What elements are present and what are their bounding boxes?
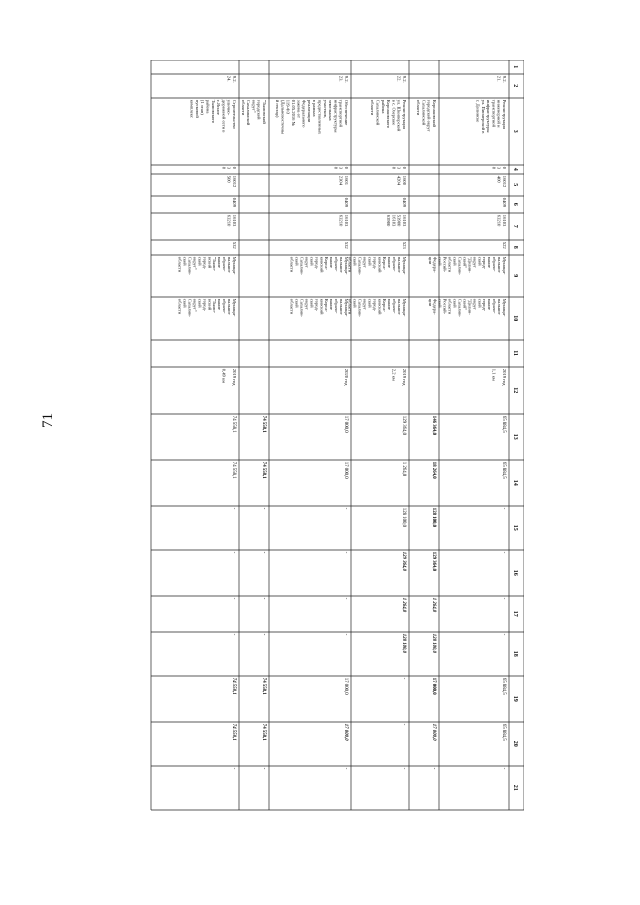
column-header-15: 15 — [512, 524, 518, 531]
cell-r3-col4: 038 — [391, 166, 407, 170]
cell-r1-col15: - — [501, 507, 506, 510]
cell-r1-col8: 522 — [502, 241, 507, 249]
cell-r6-col17: - — [231, 597, 236, 600]
cell-r4-col16: - — [343, 551, 348, 554]
cell-r4-col6: 0409 — [344, 197, 349, 207]
table-canvas — [92, 60, 524, 840]
cell-r6-col20: 74 558,1 — [231, 723, 236, 741]
cell-r4-col10: Муници-пальноеобразо-ваниеКорса-ковскийгород-скойокругСахалин-скойобласти — [289, 298, 349, 317]
cell-r4-col12: 2020 год — [344, 368, 349, 386]
cell-r1-col16: - — [501, 551, 506, 554]
cell-r4-col21: - — [343, 767, 348, 770]
cell-r4-col8: 532 — [344, 241, 349, 249]
cell-r4-col9: Муници-пальноеобразо-ваниеКорса-ковскийгород-скойокругСахалин-скойобласти — [289, 256, 349, 275]
column-header-11: 11 — [512, 350, 518, 356]
page-number: 71 — [40, 413, 56, 428]
cell-r5-col21: - — [261, 767, 266, 770]
cell-r4-col3: Обеспечениетранспортнойинфраструктурыземельныхучастков,предоставленныхв рамкахреализацииФедеральногозакона от01.05.2016 №119-ФЗ(Дальневосточный гектар) — [275, 99, 349, 135]
column-header-6: 6 — [512, 202, 518, 206]
cell-r1-col14: 65 884,5 — [501, 461, 506, 479]
cell-r6-col10: Муници-пальноеобразо-вание"Тымо-вскийгород-скойокруг"Сахалин-скойобласти — [177, 298, 237, 317]
cell-r3-col14: 1 264,0 — [401, 461, 406, 477]
column-header-8: 8 — [512, 245, 518, 249]
cell-r4-col4: 038 — [333, 166, 349, 170]
cell-r5-col16: - — [261, 551, 266, 554]
cell-r3-col10: Муници-пальноеобразо-ваниеКорса-ковскийгород-скойокругСахалин-скойобласти — [347, 298, 407, 317]
column-header-16: 16 — [512, 569, 518, 576]
cell-r1-col6: 0409 — [502, 197, 507, 207]
cell-r2-col21: - — [431, 767, 436, 770]
cell-r2-col16: 129 364,0 — [431, 551, 436, 571]
cell-r1-col13: 65 884,5 — [501, 415, 506, 433]
cell-r6-col2: 9.2.24. — [226, 75, 237, 83]
column-header-13: 13 — [512, 433, 518, 440]
column-header-18: 18 — [512, 650, 518, 657]
cell-r5-col13: 74 558,1 — [261, 415, 266, 433]
cell-r3-col17: 1 264,0 — [401, 597, 406, 613]
cell-r2-col15: 128 100,0 — [431, 507, 436, 527]
cell-r4-col5: 16012304 — [338, 175, 349, 185]
cell-r3-col2: 9.2.22. — [396, 75, 407, 83]
cell-r5-col15: - — [261, 507, 266, 510]
cell-r3-col16: 129 364,0 — [401, 551, 406, 571]
cell-r3-col15: 128 100,0 — [401, 507, 406, 527]
cell-r6-col21: - — [231, 767, 236, 770]
cell-r6-col6: 0409 — [232, 197, 237, 207]
cell-r4-col20: 17 000,0 — [343, 723, 348, 741]
cell-r1-col20: 65 884,5 — [501, 723, 506, 741]
cell-r2-col19: 17 000,0 — [431, 677, 436, 695]
cell-r2-col17: 1 264,0 — [431, 597, 436, 613]
cell-r6-col14: 74 558,1 — [231, 461, 236, 479]
cell-r6-col8: 532 — [232, 241, 237, 249]
cell-r4-col13: 17 000,0 — [343, 415, 348, 433]
budget-table — [92, 60, 524, 840]
cell-r1-col4: 038 — [491, 166, 507, 170]
column-header-7: 7 — [512, 224, 518, 228]
column-header-21: 21 — [512, 784, 518, 791]
cell-r6-col12: 2019 год0,49 км — [221, 368, 237, 386]
column-header-5: 5 — [512, 183, 518, 187]
column-header-3: 3 — [512, 129, 518, 133]
cell-r3-col9: Муници-пальноеобразо-ваниеКорса-ковскийгород-скойокругСахалин-скойобласти — [347, 256, 407, 275]
cell-r6-col9: Муници-пальноеобразо-вание"Тымо-вскийгород-скойокруг"Сахалин-скойобласти — [177, 256, 237, 275]
cell-r4-col2: 9.2.23. — [338, 75, 349, 83]
cell-r5-col20: 74 558,1 — [261, 723, 266, 741]
cell-r1-col9: Муници-пальноеобразо-ваниегород-скойокруг"Долин-ский"Сахалин-скойобластиРоссий-скойФедера-ции — [427, 256, 507, 275]
cell-r5-col14: 74 558,1 — [261, 461, 266, 479]
cell-r6-col4: 038 — [221, 166, 237, 170]
cell-r4-col17: - — [343, 597, 348, 600]
cell-r3-col6: 0409 — [402, 197, 407, 207]
column-header-20: 20 — [512, 740, 518, 747]
column-header-14: 14 — [512, 479, 518, 486]
cell-r1-col18: - — [501, 633, 506, 636]
column-header-9: 9 — [512, 274, 518, 278]
cell-r3-col13: 129 364,0 — [401, 415, 406, 435]
cell-r4-col19: 17 000,0 — [343, 677, 348, 695]
cell-r4-col14: 17 000,0 — [343, 461, 348, 479]
column-header-12: 12 — [512, 387, 518, 394]
cell-r6-col3: Строительствоулично-дорожной сети вс.ЯсноеТымовскогорайона(1 этап)пусковойкомплекс — [189, 99, 237, 133]
cell-r6-col16: - — [231, 551, 236, 554]
cell-r3-col18: 128 100,0 — [401, 633, 406, 653]
cell-r1-col2: 9.2.21. — [496, 75, 507, 83]
cell-r2-col3: Корсаковскийгородской округСахалинскойобласти — [416, 99, 437, 132]
cell-r2-col20: 17 000,0 — [431, 723, 436, 741]
cell-r2-col14: 18 264,0 — [431, 461, 436, 479]
cell-r5-col19: 74 558,1 — [261, 677, 266, 695]
cell-r6-col5: 16012500 — [226, 175, 237, 188]
cell-r1-col19: 65 884,5 — [501, 677, 506, 695]
rotated-table — [151, 60, 524, 810]
cell-r3-col20: - — [401, 723, 406, 726]
cell-r2-col18: 128 100,0 — [431, 633, 436, 653]
cell-r1-col7: 1610363210 — [496, 214, 507, 227]
cell-r2-col13: 146 364,0 — [431, 415, 436, 435]
column-header-2: 2 — [512, 84, 518, 88]
cell-r6-col7: 1610363210 — [226, 214, 237, 227]
cell-r1-col12: 2019 год1,1 км — [491, 368, 507, 386]
cell-r6-col15: - — [231, 507, 236, 510]
cell-r1-col17: - — [501, 597, 506, 600]
cell-r3-col7: 16103539001610363900 — [386, 214, 407, 227]
column-header-17: 17 — [512, 610, 518, 617]
cell-r5-col3: "Тымовскийгородскойокруг"Сахалинскойобласти — [240, 99, 267, 126]
cell-r1-col10: Муници-пальноеобразо-ваниегород-скойокруг"Долин-ский"Сахалин-скойобластиРоссий-скойФедера-ции — [427, 298, 507, 317]
column-header-19: 19 — [512, 695, 518, 702]
cell-r5-col18: - — [261, 633, 266, 636]
column-header-10: 10 — [512, 315, 518, 322]
cell-r3-col5: 16004204 — [396, 175, 407, 185]
cell-r6-col19: 74 558,1 — [231, 677, 236, 695]
cell-r3-col21: - — [401, 767, 406, 770]
cell-r4-col7: 1610363210 — [338, 214, 349, 227]
cell-r6-col13: 74 558,1 — [231, 415, 236, 433]
cell-r6-col18: - — [231, 633, 236, 636]
cell-r4-col18: - — [343, 633, 348, 636]
column-header-1: 1 — [512, 65, 518, 69]
cell-r3-col12: 2019 год2,2 км — [391, 368, 407, 386]
cell-r4-col15: - — [343, 507, 348, 510]
cell-r5-col17: - — [261, 597, 266, 600]
column-header-4: 4 — [512, 167, 518, 171]
cell-r3-col19: - — [401, 677, 406, 680]
cell-r1-col5: 16012400 — [496, 175, 507, 188]
cell-r1-col3: Реконструкцияинженерной итранспортнойинфраструктурыул. Пионерской вг. Долинске — [475, 99, 507, 134]
cell-r1-col21: - — [501, 767, 506, 770]
cell-r3-col3: Реконструкцияул. Шкиперскойв с. ОзерскоеКорсаковскогорайонаСахалинскойобласти — [370, 99, 407, 132]
cell-r3-col8: 523 — [402, 241, 407, 249]
